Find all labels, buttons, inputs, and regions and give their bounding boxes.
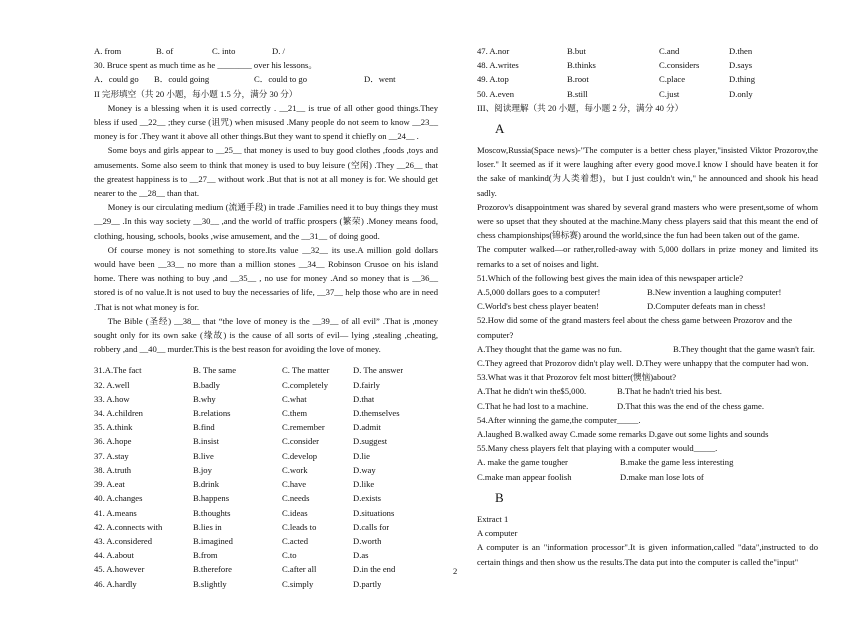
extract-subtitle: A computer bbox=[477, 528, 518, 539]
article-paragraph-3: The computer walked—or rather,rolled-away with 5,000 dollars in prize money and limited its remarks to a set of noises and light. bbox=[477, 244, 818, 269]
q51-options-2 bbox=[477, 299, 818, 313]
q53-stem: 53.What was it that Prozorov felt most bitter(懊恼)about? bbox=[477, 372, 677, 383]
q55-stem: 55.Many chess players felt that playing with a computer would_____. bbox=[477, 443, 718, 454]
options-table-right bbox=[477, 44, 818, 101]
q55-option-d: D.make man lose lots of bbox=[620, 471, 704, 482]
q52-options-2: C.They agreed that Prozorov didn't play well. D.They were unhappy that the computer had won. bbox=[477, 358, 809, 369]
q53-option-b: B.That he hadn't tried his best. bbox=[617, 386, 722, 397]
q30-option-a: A．could go bbox=[94, 74, 139, 85]
q30-option-d: D．went bbox=[364, 74, 396, 85]
q52-option-b: B.They thought that the game wasn't fair. bbox=[673, 343, 815, 354]
options-row: 36. A.hope B.insist C.consider D.suggest bbox=[94, 436, 388, 447]
passage-paragraph-4: Of course money is not something to store.Its value __32__ its use.A million gold dollars would have been __33__ no more than a million stones __34__ Robinson Crusoe on his island home. There was nothing to buy ,and __35__ , no use for money .And so money that is __36__ stored is of no value.It is not used to buy the necessaries of life, __37__ help those who are in need .That is not what money is for. bbox=[94, 244, 438, 312]
left-column bbox=[94, 44, 438, 591]
options-row: 49. A.top B.root C.place D.thing bbox=[477, 74, 756, 85]
section-a-heading: A bbox=[495, 121, 505, 137]
q53-option-d: D.That this was the end of the chess game. bbox=[617, 400, 765, 411]
passage-paragraph-2: Some boys and girls appear to __25__ that money is used to buy good clothes ,foods ,toys and amusements. Some also seem to think that money is used to buy leisure (空闲) .They __26__ that the greatest happiness is to __27__ without work .But that is not at all money is for. We should get nearer to the __28__ than that. bbox=[94, 145, 438, 199]
options-row: 39. A.eat B.drink C.have D.like bbox=[94, 479, 375, 490]
q54-stem: 54.After winning the game,the computer_____. bbox=[477, 414, 641, 425]
page-number: 2 bbox=[453, 566, 458, 576]
q51-option-d: D.Computer defeats man in chess! bbox=[647, 301, 766, 312]
options-row: 46. A.hardly B.slightly C.simply D.partly bbox=[94, 578, 382, 589]
options-row: 38. A.truth B.joy C.work D.way bbox=[94, 464, 376, 475]
q51-option-a: A.5,000 dollars goes to a computer! bbox=[477, 287, 601, 298]
options-row: 32. A.well B.badly C.completely D.fairly bbox=[94, 379, 380, 390]
options-table-left bbox=[94, 363, 438, 590]
q52-options-1 bbox=[477, 342, 818, 356]
article-paragraph-1: Moscow,Russia(Space news)-"The computer is a better chess player,"insisted Viktor Prozorov,the loser." It seemed as if it were laughing after every good move.I know I should have beaten it for the sake of mankind(为人类着想)，but I just couldn't win," he announced and shook his head sadly. bbox=[477, 145, 818, 198]
q29-option-c: C. into bbox=[212, 46, 236, 56]
q55-option-b: B.make the game less interesting bbox=[620, 457, 734, 468]
q53-options-1 bbox=[477, 384, 818, 398]
q29-option-b: B. of bbox=[156, 46, 174, 56]
options-row: 40. A.changes B.happens C.needs D.exists bbox=[94, 493, 381, 504]
q29-option-a: A. from bbox=[94, 46, 122, 56]
options-row: 37. A.stay B.live C.develop D.lie bbox=[94, 450, 370, 461]
q30-stem: 30. Bruce spent as much time as he ________ over his lessons。 bbox=[94, 60, 317, 71]
q55-option-a: A. make the game tougher bbox=[477, 457, 568, 468]
options-row: 31.A.The fact B. The same C. The matter D. The answer bbox=[94, 365, 404, 376]
q52-stem: 52.How did some of the grand masters feel about the chess game between Prozorov and the computer? bbox=[477, 315, 793, 340]
passage-paragraph-1: Money is a blessing when it is used correctly . __21__ is true of all other good things.They bless if used __22__ ;they curse (诅咒) when misused .Many people do not seem to know __23__ money is for .They want it above all other things.But they want to spend it chiefly on __24__ . bbox=[94, 102, 438, 142]
options-row: 48. A.writes B.thinks C.considers D.says bbox=[477, 60, 753, 71]
section2-title: II 完形填空（共 20 小题，每小题 1.5 分，满分 30 分） bbox=[94, 88, 298, 99]
q53-option-a: A.That he didn't win the$5,000. bbox=[477, 386, 587, 397]
options-row: 43. A.considered B.imagined C.acted D.worth bbox=[94, 535, 382, 546]
passage-paragraph-5: The Bible (圣经) __38__ that “the love of money is the __39__ of all evil” .That is ,money sought only for its own sake (缘故) is the cause of all sorts of evil— lying ,stealing ,cheating, robbery ,and __40__ murder.This is the best reason for avoiding the love of money. bbox=[94, 315, 438, 355]
q53-options-2 bbox=[477, 399, 818, 413]
passage-paragraph-3: Money is our circulating medium (流通手段) in trade .Families need it to buy things they must __29__ .In this way society __30__ ,and the world of traffic prospers (繁荣) .Money means food, clothing, housing, schools, books ,wise amusement, and the __31__ of doing good. bbox=[94, 202, 438, 241]
q30-options bbox=[94, 72, 438, 86]
q54-options: A.laughed B.walked away C.made some remarks D.gave out some lights and sounds bbox=[477, 429, 769, 440]
article-paragraph-2: Prozorov's disappointment was shared by several grand masters who were present,some of whom were so upset that they shouted at the machine.Many chess players said that this meant the end of chess championships(锦标赛) around the world,since the fun had been taken out of the game. bbox=[477, 201, 818, 241]
q51-stem: 51.Which of the following best gives the main idea of this newspaper article? bbox=[477, 272, 744, 283]
q51-options-1 bbox=[477, 285, 818, 299]
q51-option-c: C.World's best chess player beaten! bbox=[477, 301, 599, 312]
extract-title: Extract 1 bbox=[477, 513, 509, 524]
q53-option-c: C.That he had lost to a machine. bbox=[477, 400, 589, 411]
options-row: 45. A.however B.therefore C.after all D.in the end bbox=[94, 564, 396, 575]
right-column bbox=[477, 44, 818, 569]
extract-text: A computer is an "information processor".It is given information,called "data",instructed to do certain things and then show us the results.The data put into the computer is called the"input" bbox=[477, 542, 818, 567]
options-row: 35. A.think B.find C.remember D.admit bbox=[94, 422, 381, 433]
options-row: 41. A.means B.thoughts C.ideas D.situations bbox=[94, 507, 395, 518]
options-row: 47. A.nor B.but C.and D.then bbox=[477, 46, 753, 56]
q52-option-a: A.They thought that the game was no fun. bbox=[477, 343, 622, 354]
q55-option-c: C.make man appear foolish bbox=[477, 471, 572, 482]
q55-options-2 bbox=[477, 470, 818, 484]
q29-option-d: D. / bbox=[272, 46, 285, 56]
q30-option-c: C．could to go bbox=[254, 74, 307, 85]
options-row: 50. A.even B.still C.just D.only bbox=[477, 88, 753, 99]
options-row: 44. A.about B.from C.to D.as bbox=[94, 550, 369, 561]
q55-options-1 bbox=[477, 455, 818, 469]
q30-option-b: B．could going bbox=[154, 74, 210, 85]
q51-option-b: B.New invention a laughing computer! bbox=[647, 287, 782, 298]
section3-title: III、阅读理解（共 20 小题，每小题 2 分，满分 40 分） bbox=[477, 102, 684, 113]
options-row: 42. A.connects with B.lies in C.leads to D.calls for bbox=[94, 521, 390, 532]
q29-options bbox=[94, 44, 438, 58]
options-row: 33. A.how B.why C.what D.that bbox=[94, 393, 375, 404]
options-row: 34. A.children B.relations C.them D.themselves bbox=[94, 408, 400, 419]
section-b-heading: B bbox=[495, 489, 504, 505]
